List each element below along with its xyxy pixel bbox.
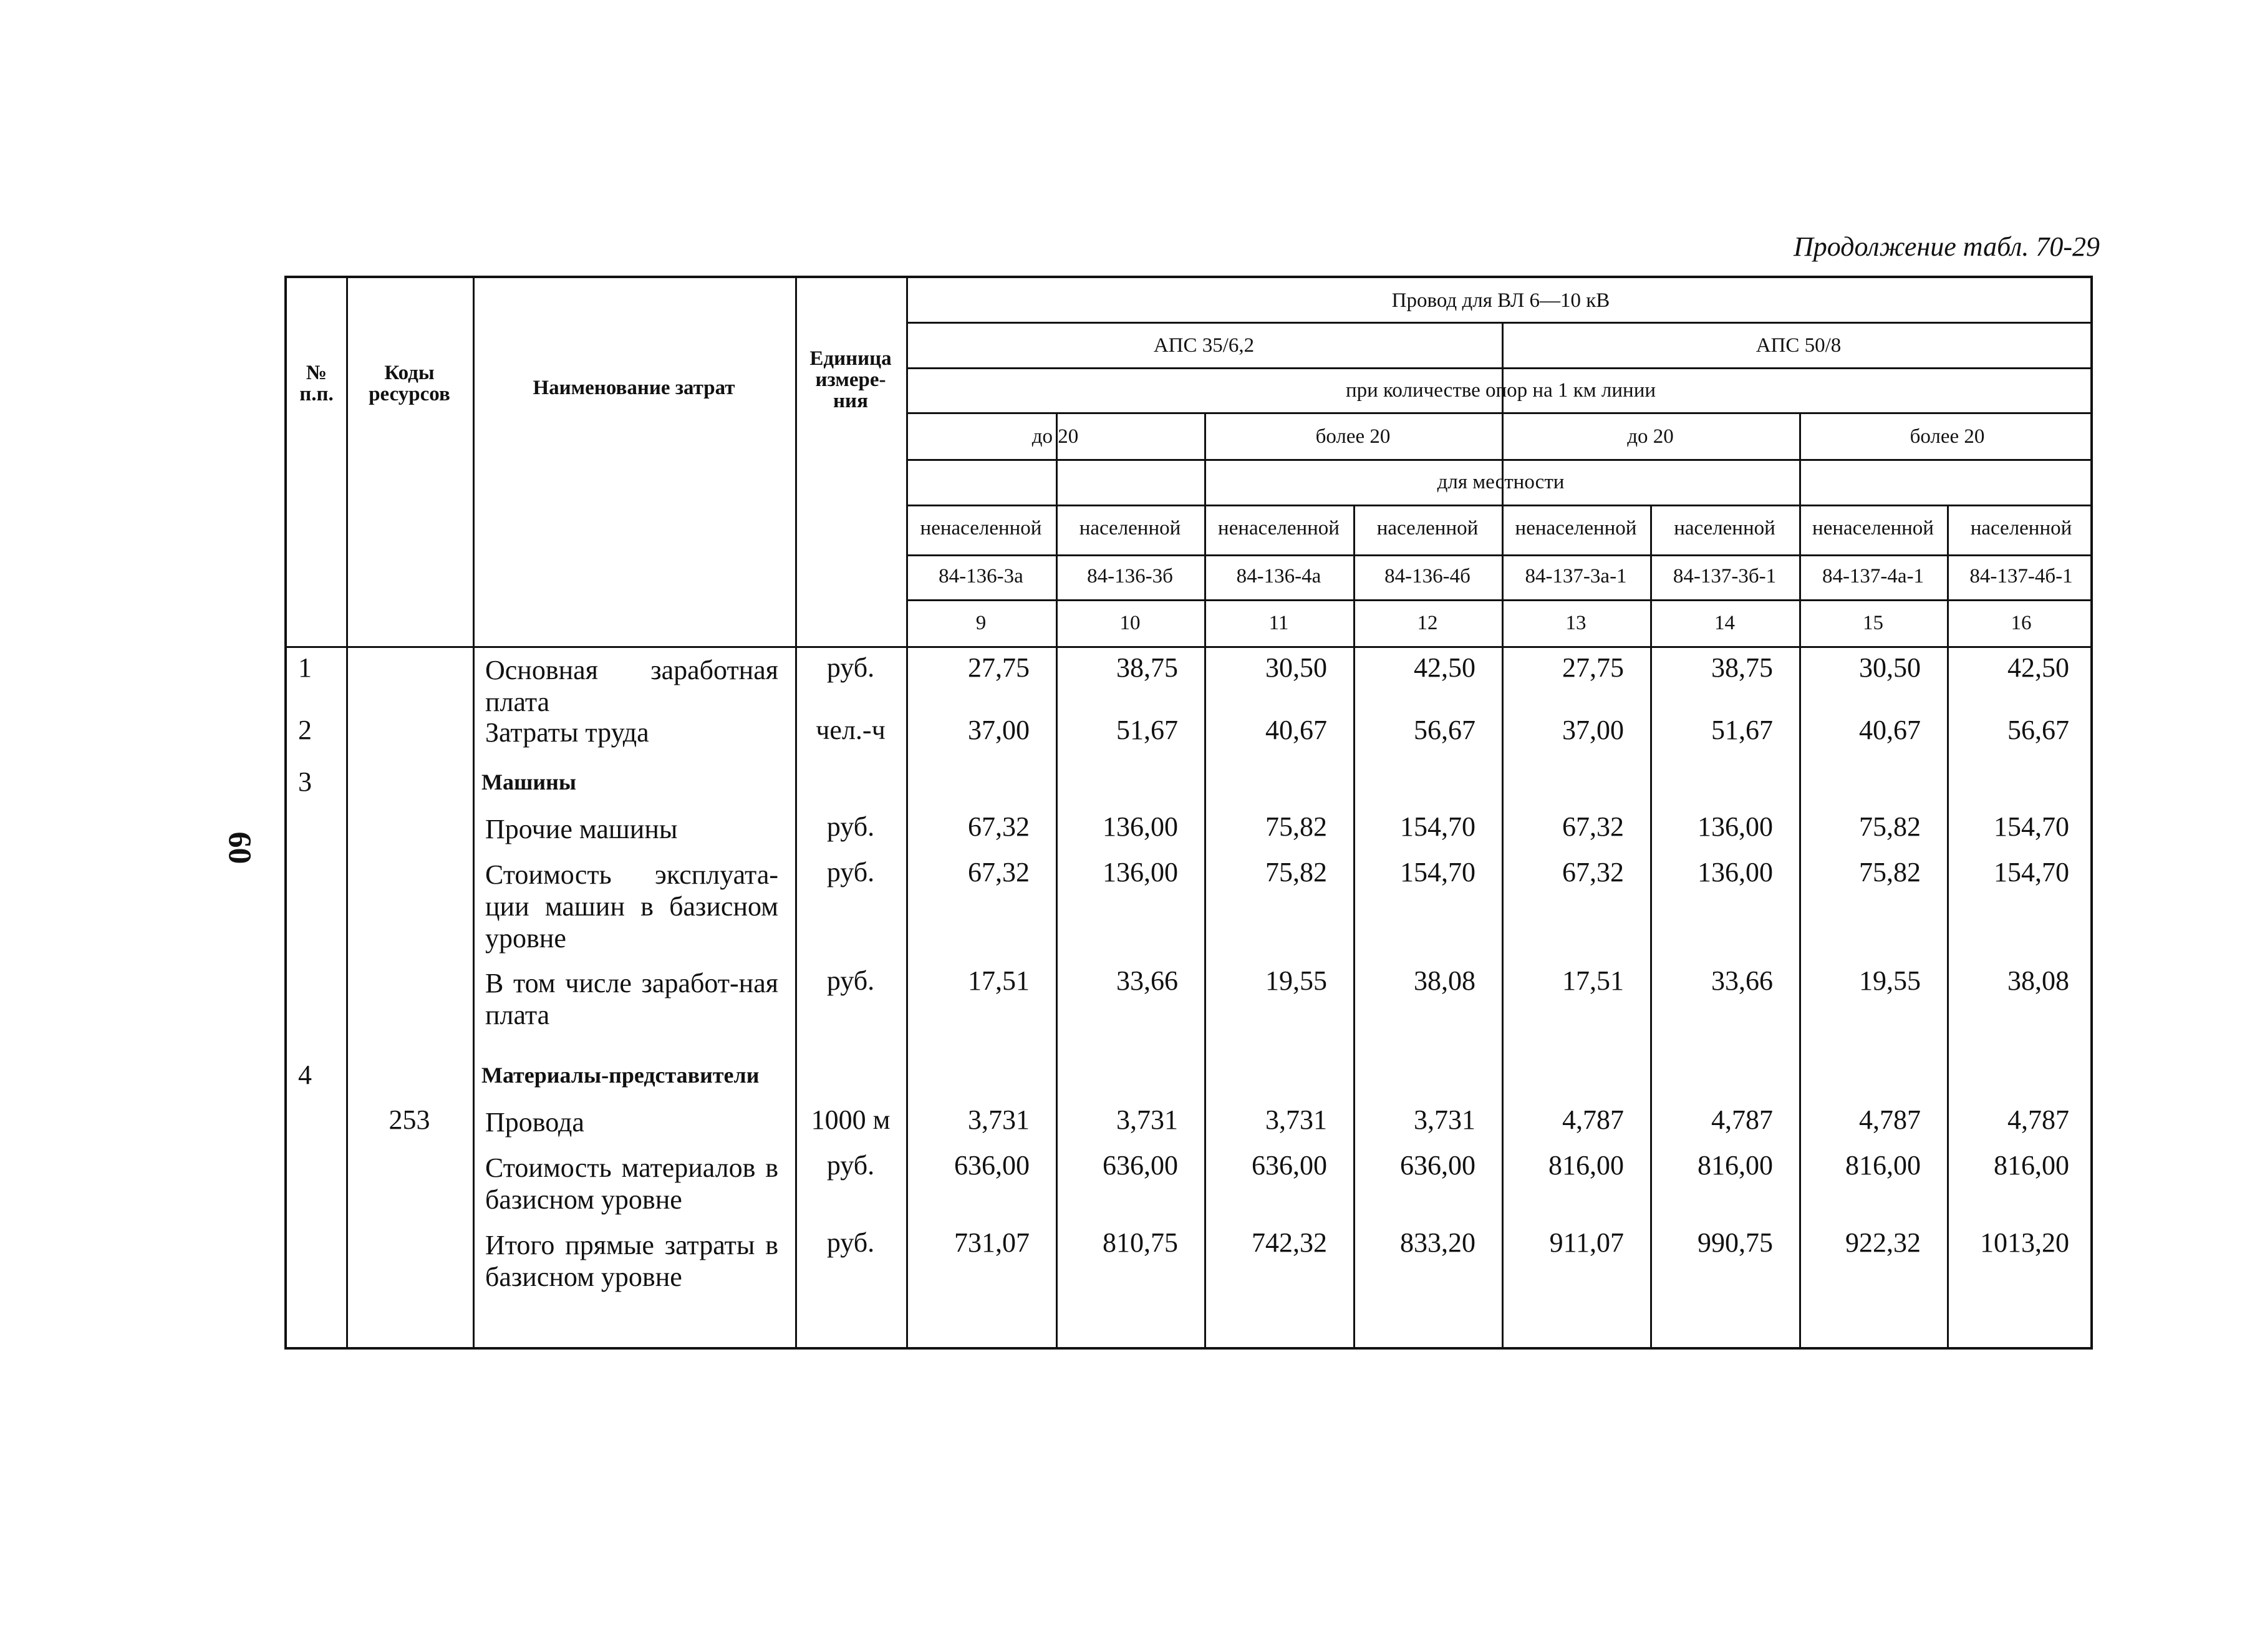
table-continuation-caption: Продолжение табл. 70-29 [1794,231,2100,262]
header-unit-line: ния [833,390,868,412]
table-cell-value: 136,00 [1698,857,1773,887]
header-norm-code: 84-136-4б [1384,565,1471,587]
table-cell-value: 816,00 [1994,1150,2069,1181]
table-cell-value: 38,75 [1116,652,1178,683]
header-norm-code: 84-136-4а [1236,565,1321,587]
column-divider [346,278,348,1347]
table-cell-value: 56,67 [1414,715,1475,745]
table-cell-value: 51,67 [1116,715,1178,745]
table-cell-value: 136,00 [1103,857,1178,887]
row-cost-name: Итого прямые затраты в базисном уровне [485,1230,778,1292]
header-support-count: до 20 [1627,425,1674,448]
header-support-count: более 20 [1910,425,1985,448]
column-divider [795,278,797,1347]
header-row-divider [906,554,2090,556]
header-column-number: 13 [1565,612,1586,634]
header-norm-code: 84-137-3а-1 [1525,565,1627,587]
row-group-title: Машины [481,770,576,795]
header-terrain-group: для местности [1437,471,1565,493]
row-cost-name: Прочие машины [485,814,678,844]
header-brand: АПС 35/6,2 [1153,334,1255,357]
table-cell-value: 19,55 [1859,965,1921,996]
table-cell-value: 3,731 [1414,1104,1475,1135]
table-cell-value: 27,75 [1562,652,1624,683]
table-cell-value: 30,50 [1859,652,1921,683]
table-cell-value: 990,75 [1698,1227,1773,1258]
row-group-title: Материалы-представители [481,1063,760,1088]
header-column-number: 12 [1417,612,1438,634]
table-cell-value: 816,00 [1698,1150,1773,1181]
header-row-divider [906,599,2090,601]
table-cell-value: 136,00 [1698,811,1773,842]
table-cell-value: 30,50 [1265,652,1327,683]
header-norm-code: 84-137-4б-1 [1969,565,2073,587]
row-unit: чел.-ч [816,715,886,745]
table-cell-value: 42,50 [1414,652,1475,683]
table-cell-value: 636,00 [1400,1150,1475,1181]
table-cell-value: 636,00 [1252,1150,1327,1181]
header-cost-name: Наименование затрат [533,377,735,399]
header-row-divider [906,322,2090,324]
header-norm-code: 84-137-4а-1 [1822,565,1925,587]
row-cost-name: Провода [485,1107,584,1138]
table-cell-value: 75,82 [1859,811,1921,842]
header-terrain: населенной [1674,517,1775,539]
table-cell-value: 56,67 [2007,715,2069,745]
header-column-number: 15 [1863,612,1883,634]
header-column-number: 11 [1268,612,1289,634]
table-cell-value: 38,75 [1711,652,1773,683]
table-cell-value: 40,67 [1859,715,1921,745]
header-number-line: п.п. [299,383,334,405]
table-cell-value: 731,07 [954,1227,1030,1258]
table-cell-value: 33,66 [1711,965,1773,996]
table-cell-value: 833,20 [1400,1227,1475,1258]
table-cell-value: 37,00 [1562,715,1624,745]
header-resource-codes [346,362,473,405]
header-resource-codes-line: Коды [384,362,435,384]
cost-table [284,276,2093,1350]
header-terrain: ненаселенной [1812,517,1934,539]
row-unit: руб. [826,811,875,842]
table-cell-value: 33,66 [1116,965,1178,996]
table-cell-value: 4,787 [1562,1104,1624,1135]
header-column-number: 16 [2011,612,2032,634]
row-unit: руб. [826,965,875,996]
table-cell-value: 67,32 [1562,811,1624,842]
header-terrain: ненаселенной [920,517,1042,539]
table-cell-value: 40,67 [1265,715,1327,745]
row-cost-name: Основная заработная плата [485,655,778,717]
row-cost-name: Стоимость эксплуата-ции машин в базисном уровне [485,859,778,954]
table-cell-value: 154,70 [1400,811,1475,842]
table-cell-value: 67,32 [968,857,1030,887]
header-unit [795,348,906,412]
table-cell-value: 810,75 [1103,1227,1178,1258]
row-number: 1 [298,652,312,683]
table-cell-value: 67,32 [968,811,1030,842]
row-cost-name: Стоимость материалов в базисном уровне [485,1152,778,1215]
header-row-divider [906,459,2090,461]
table-cell-value: 816,00 [1845,1150,1921,1181]
row-number: 4 [298,1060,312,1090]
page-number: 60 [221,831,258,864]
table-cell-value: 38,08 [2007,965,2069,996]
header-brand: АПС 50/8 [1755,334,1842,357]
header-unit-line: Единица [809,347,892,370]
header-terrain: ненаселенной [1515,517,1637,539]
table-cell-value: 19,55 [1265,965,1327,996]
header-norm-code: 84-136-3б [1087,565,1173,587]
header-number-line: № [306,362,327,384]
table-cell-value: 75,82 [1265,857,1327,887]
header-support-count: более 20 [1315,425,1391,448]
row-unit: руб. [826,857,875,887]
table-cell-value: 742,32 [1252,1227,1327,1258]
table-cell-value: 4,787 [1859,1104,1921,1135]
table-cell-value: 17,51 [1562,965,1624,996]
row-cost-name: Затраты труда [485,717,649,748]
table-cell-value: 4,787 [2007,1104,2069,1135]
table-cell-value: 636,00 [1103,1150,1178,1181]
row-cost-name: В том числе заработ-ная плата [485,968,778,1030]
header-column-number: 14 [1714,612,1735,634]
table-cell-value: 3,731 [1265,1104,1327,1135]
table-cell-value: 37,00 [968,715,1030,745]
header-norm-code: 84-137-3б-1 [1673,565,1777,587]
row-unit: руб. [826,652,875,683]
table-cell-value: 3,731 [968,1104,1030,1135]
table-cell-value: 636,00 [954,1150,1030,1181]
column-divider [473,278,475,1347]
table-cell-value: 75,82 [1859,857,1921,887]
row-unit: руб. [826,1227,875,1258]
table-cell-value: 75,82 [1265,811,1327,842]
table-cell-value: 154,70 [1400,857,1475,887]
row-unit: 1000 м [811,1104,891,1135]
table-cell-value: 154,70 [1994,857,2069,887]
row-unit: руб. [826,1150,875,1181]
header-row-divider [906,412,2090,414]
row-number: 3 [298,766,312,797]
header-support-count: до 20 [1031,425,1079,448]
table-cell-value: 1013,20 [1980,1227,2069,1258]
table-cell-value: 911,07 [1549,1227,1624,1258]
header-bottom-divider [287,646,2090,648]
header-supports-group: при количестве опор на 1 км линии [1345,379,1656,402]
table-cell-value: 922,32 [1845,1227,1921,1258]
header-number [287,362,346,405]
table-cell-value: 42,50 [2007,652,2069,683]
header-terrain: ненаселенной [1218,517,1340,539]
header-terrain: населенной [1376,517,1479,539]
header-row-divider [906,505,2090,506]
header-norm-code: 84-136-3а [939,565,1023,587]
table-cell-value: 51,67 [1711,715,1773,745]
table-cell-value: 67,32 [1562,857,1624,887]
header-column-number: 10 [1119,612,1141,634]
table-cell-value: 38,08 [1414,965,1475,996]
header-column-number: 9 [975,612,987,634]
table-cell-value: 4,787 [1711,1104,1773,1135]
table-cell-value: 136,00 [1103,811,1178,842]
table-cell-value: 154,70 [1994,811,2069,842]
table-cell-value: 816,00 [1548,1150,1624,1181]
row-resource-code: 253 [389,1104,430,1135]
header-resource-codes-line: ресурсов [369,383,450,405]
header-row-divider [906,367,2090,369]
header-wire-group: Провод для ВЛ 6—10 кВ [1391,289,1610,312]
table-cell-value: 27,75 [968,652,1030,683]
header-unit-line: измере- [815,369,886,391]
table-cell-value: 3,731 [1116,1104,1178,1135]
table-cell-value: 17,51 [968,965,1030,996]
row-number: 2 [298,715,312,745]
header-terrain: населенной [1079,517,1181,539]
header-terrain: населенной [1970,517,2072,539]
